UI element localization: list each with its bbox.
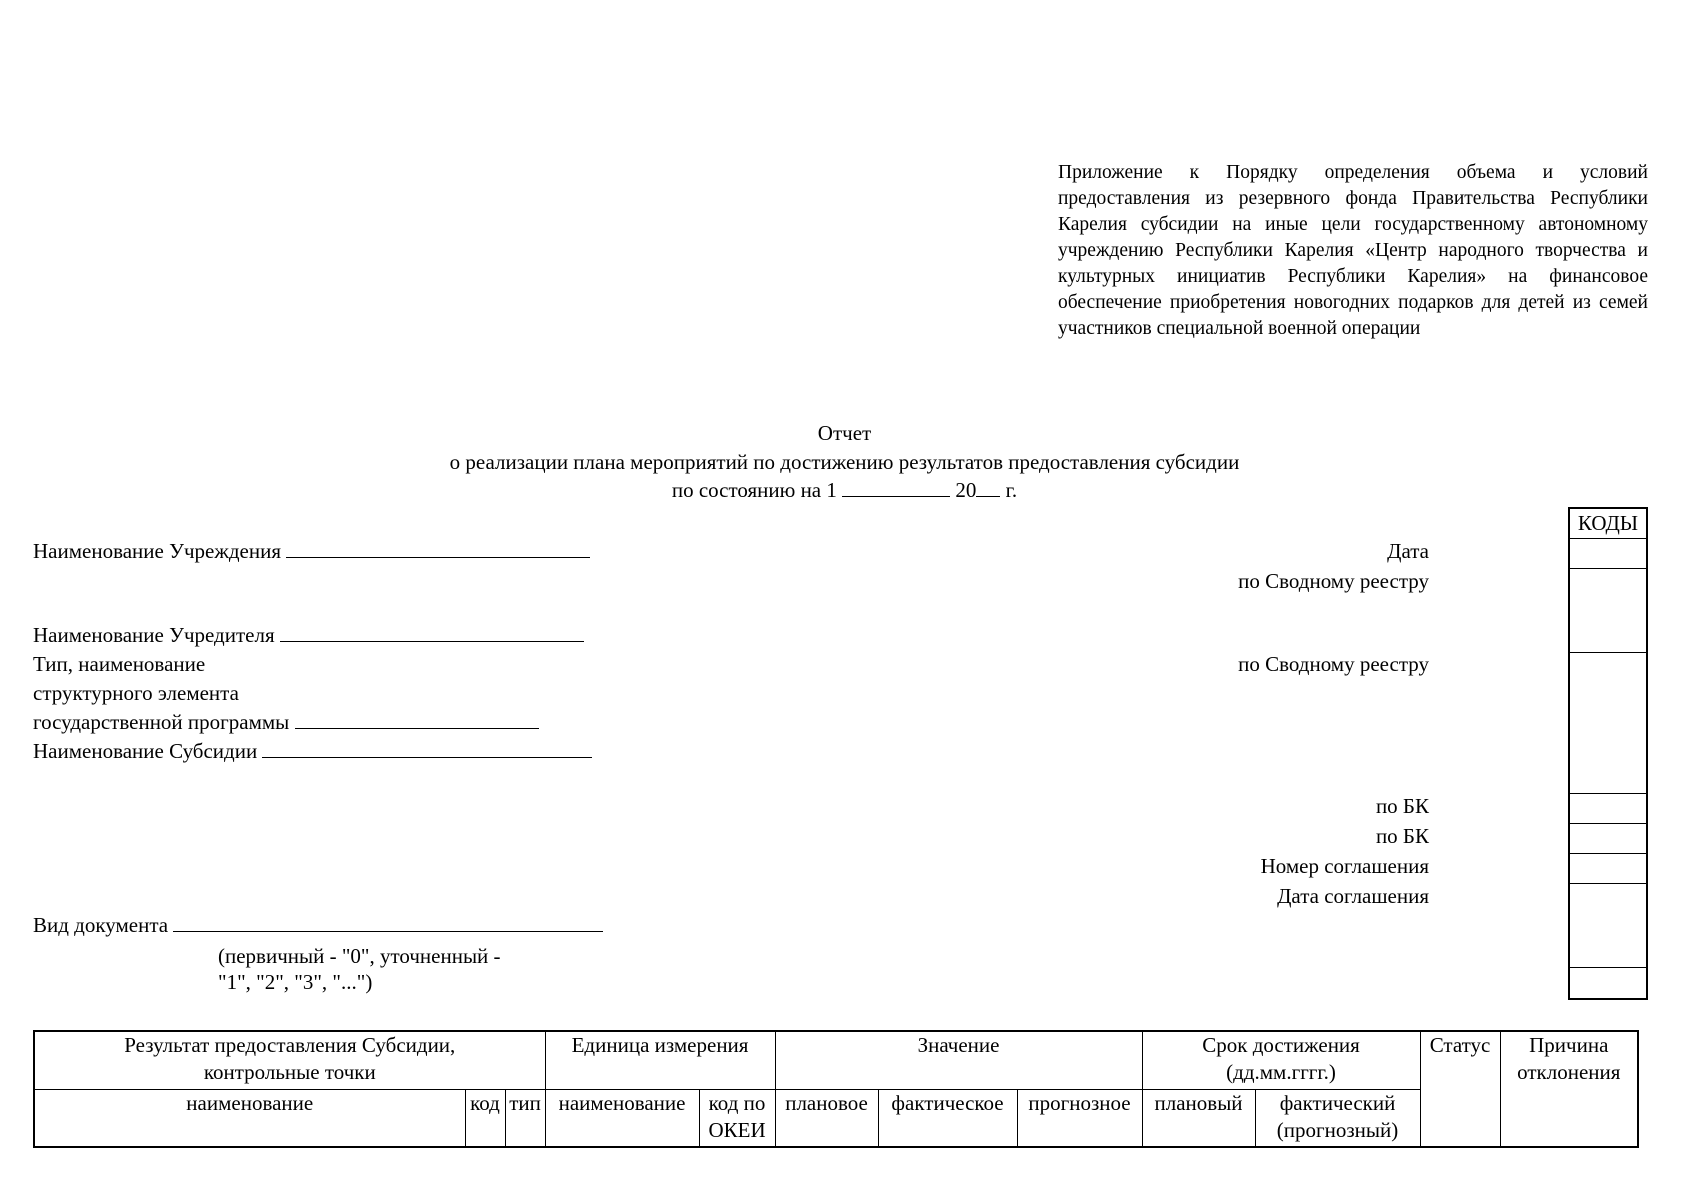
subheader-planned: плановое <box>775 1089 878 1147</box>
subheader-fact-date <box>1255 1089 1420 1147</box>
date-suffix: г. <box>1005 478 1018 502</box>
code-cell-agreement-date[interactable] <box>1570 884 1646 968</box>
subsidy-field <box>33 737 592 765</box>
code-cell-date[interactable] <box>1570 539 1646 569</box>
header-reason-line-1: Причина <box>1529 1033 1609 1057</box>
report-subtitle: о реализации плана мероприятий по достижению результатов предоставления субсидии <box>449 450 1240 474</box>
appendix-text: Приложение к Порядку определения объема и условий предоставления из резервного фонда Правительства Республики Карелия субсидии на иные цели государственному автономному учреждению Республики Карелия «Центр народного творчества и культурных инициатив Республики Карелия» на финансовое обеспечение приобретения новогодних подарков для детей из семей участников специальной военной операции <box>1058 162 1648 339</box>
subheader-okei <box>699 1089 775 1147</box>
header-value: Значение <box>775 1031 1142 1089</box>
code-label-bk-1: по БК <box>1375 794 1429 818</box>
code-cell-registry-2[interactable] <box>1570 653 1646 794</box>
report-title: Отчет <box>817 421 872 445</box>
subheader-fact-date-line-1: фактический <box>1279 1090 1396 1115</box>
date-month-blank[interactable] <box>842 476 950 497</box>
doc-type-label: Вид документа <box>33 913 169 937</box>
subheader-code: код <box>465 1089 505 1147</box>
code-cell-registry-1[interactable] <box>1570 569 1646 653</box>
date-prefix: по состоянию на 1 <box>671 478 837 502</box>
code-cell-agreement-number[interactable] <box>1570 854 1646 884</box>
subheader-okei-line-2: ОКЕИ <box>708 1117 766 1142</box>
header-reason-line-2: отклонения <box>1517 1060 1621 1084</box>
header-unit: Единица измерения <box>545 1031 775 1089</box>
program-label-2: структурного элемента <box>33 681 239 705</box>
code-cell-bk-2[interactable] <box>1570 824 1646 854</box>
institution-blank[interactable] <box>286 537 590 558</box>
subheader-actual: фактическое <box>878 1089 1017 1147</box>
program-field <box>33 708 539 736</box>
header-status: Статус <box>1420 1031 1500 1147</box>
header-result-line-2: контрольные точки <box>203 1060 376 1084</box>
institution-label: Наименование Учреждения <box>33 539 281 563</box>
code-label-agreement-number: Номер соглашения <box>1260 854 1429 878</box>
header-deadline <box>1142 1031 1420 1089</box>
subheader-okei-line-1: код по <box>708 1090 766 1115</box>
subheader-plan-date: плановый <box>1142 1089 1255 1147</box>
codes-box <box>1568 507 1648 1000</box>
results-table <box>33 1030 1639 1148</box>
institution-field <box>33 537 590 565</box>
doc-type-field <box>33 911 603 939</box>
subheader-unit-name: наименование <box>545 1089 699 1147</box>
founder-field <box>33 621 584 649</box>
doc-type-note-1: (первичный - "0", уточненный - <box>218 944 501 968</box>
header-result-line-1: Результат предоставления Субсидии, <box>124 1033 456 1057</box>
subheader-forecast: прогнозное <box>1017 1089 1142 1147</box>
code-label-registry-2: по Сводному реестру <box>1238 652 1429 676</box>
report-date-line <box>0 476 1693 504</box>
doc-type-blank[interactable] <box>173 911 603 932</box>
program-label-3: государственной программы <box>33 710 290 734</box>
header-deadline-line-1: Срок достижения <box>1202 1033 1360 1057</box>
header-result <box>34 1031 545 1089</box>
header-deadline-line-2: (дд.мм.гггг.) <box>1226 1060 1336 1084</box>
subsidy-label: Наименование Субсидии <box>33 739 258 763</box>
founder-label: Наименование Учредителя <box>33 623 275 647</box>
code-label-bk-2: по БК <box>1375 824 1429 848</box>
subheader-fact-date-line-2: (прогнозный) <box>1276 1117 1399 1142</box>
program-label-1: Тип, наименование <box>33 652 206 676</box>
codes-header: КОДЫ <box>1570 509 1646 539</box>
doc-type-note-2: "1", "2", "3", "...") <box>218 970 373 994</box>
program-blank[interactable] <box>295 708 539 729</box>
header-reason <box>1500 1031 1638 1147</box>
code-cell-bk-1[interactable] <box>1570 794 1646 824</box>
date-year-blank[interactable] <box>976 476 1000 497</box>
code-label-date: Дата <box>1387 539 1429 563</box>
subsidy-blank[interactable] <box>262 737 592 758</box>
code-label-agreement-date: Дата соглашения <box>1277 884 1429 908</box>
subheader-name: наименование <box>34 1089 465 1147</box>
code-label-registry-1: по Сводному реестру <box>1238 569 1429 593</box>
founder-blank[interactable] <box>280 621 584 642</box>
subheader-type: тип <box>505 1089 545 1147</box>
date-year-prefix: 20 <box>955 478 977 502</box>
